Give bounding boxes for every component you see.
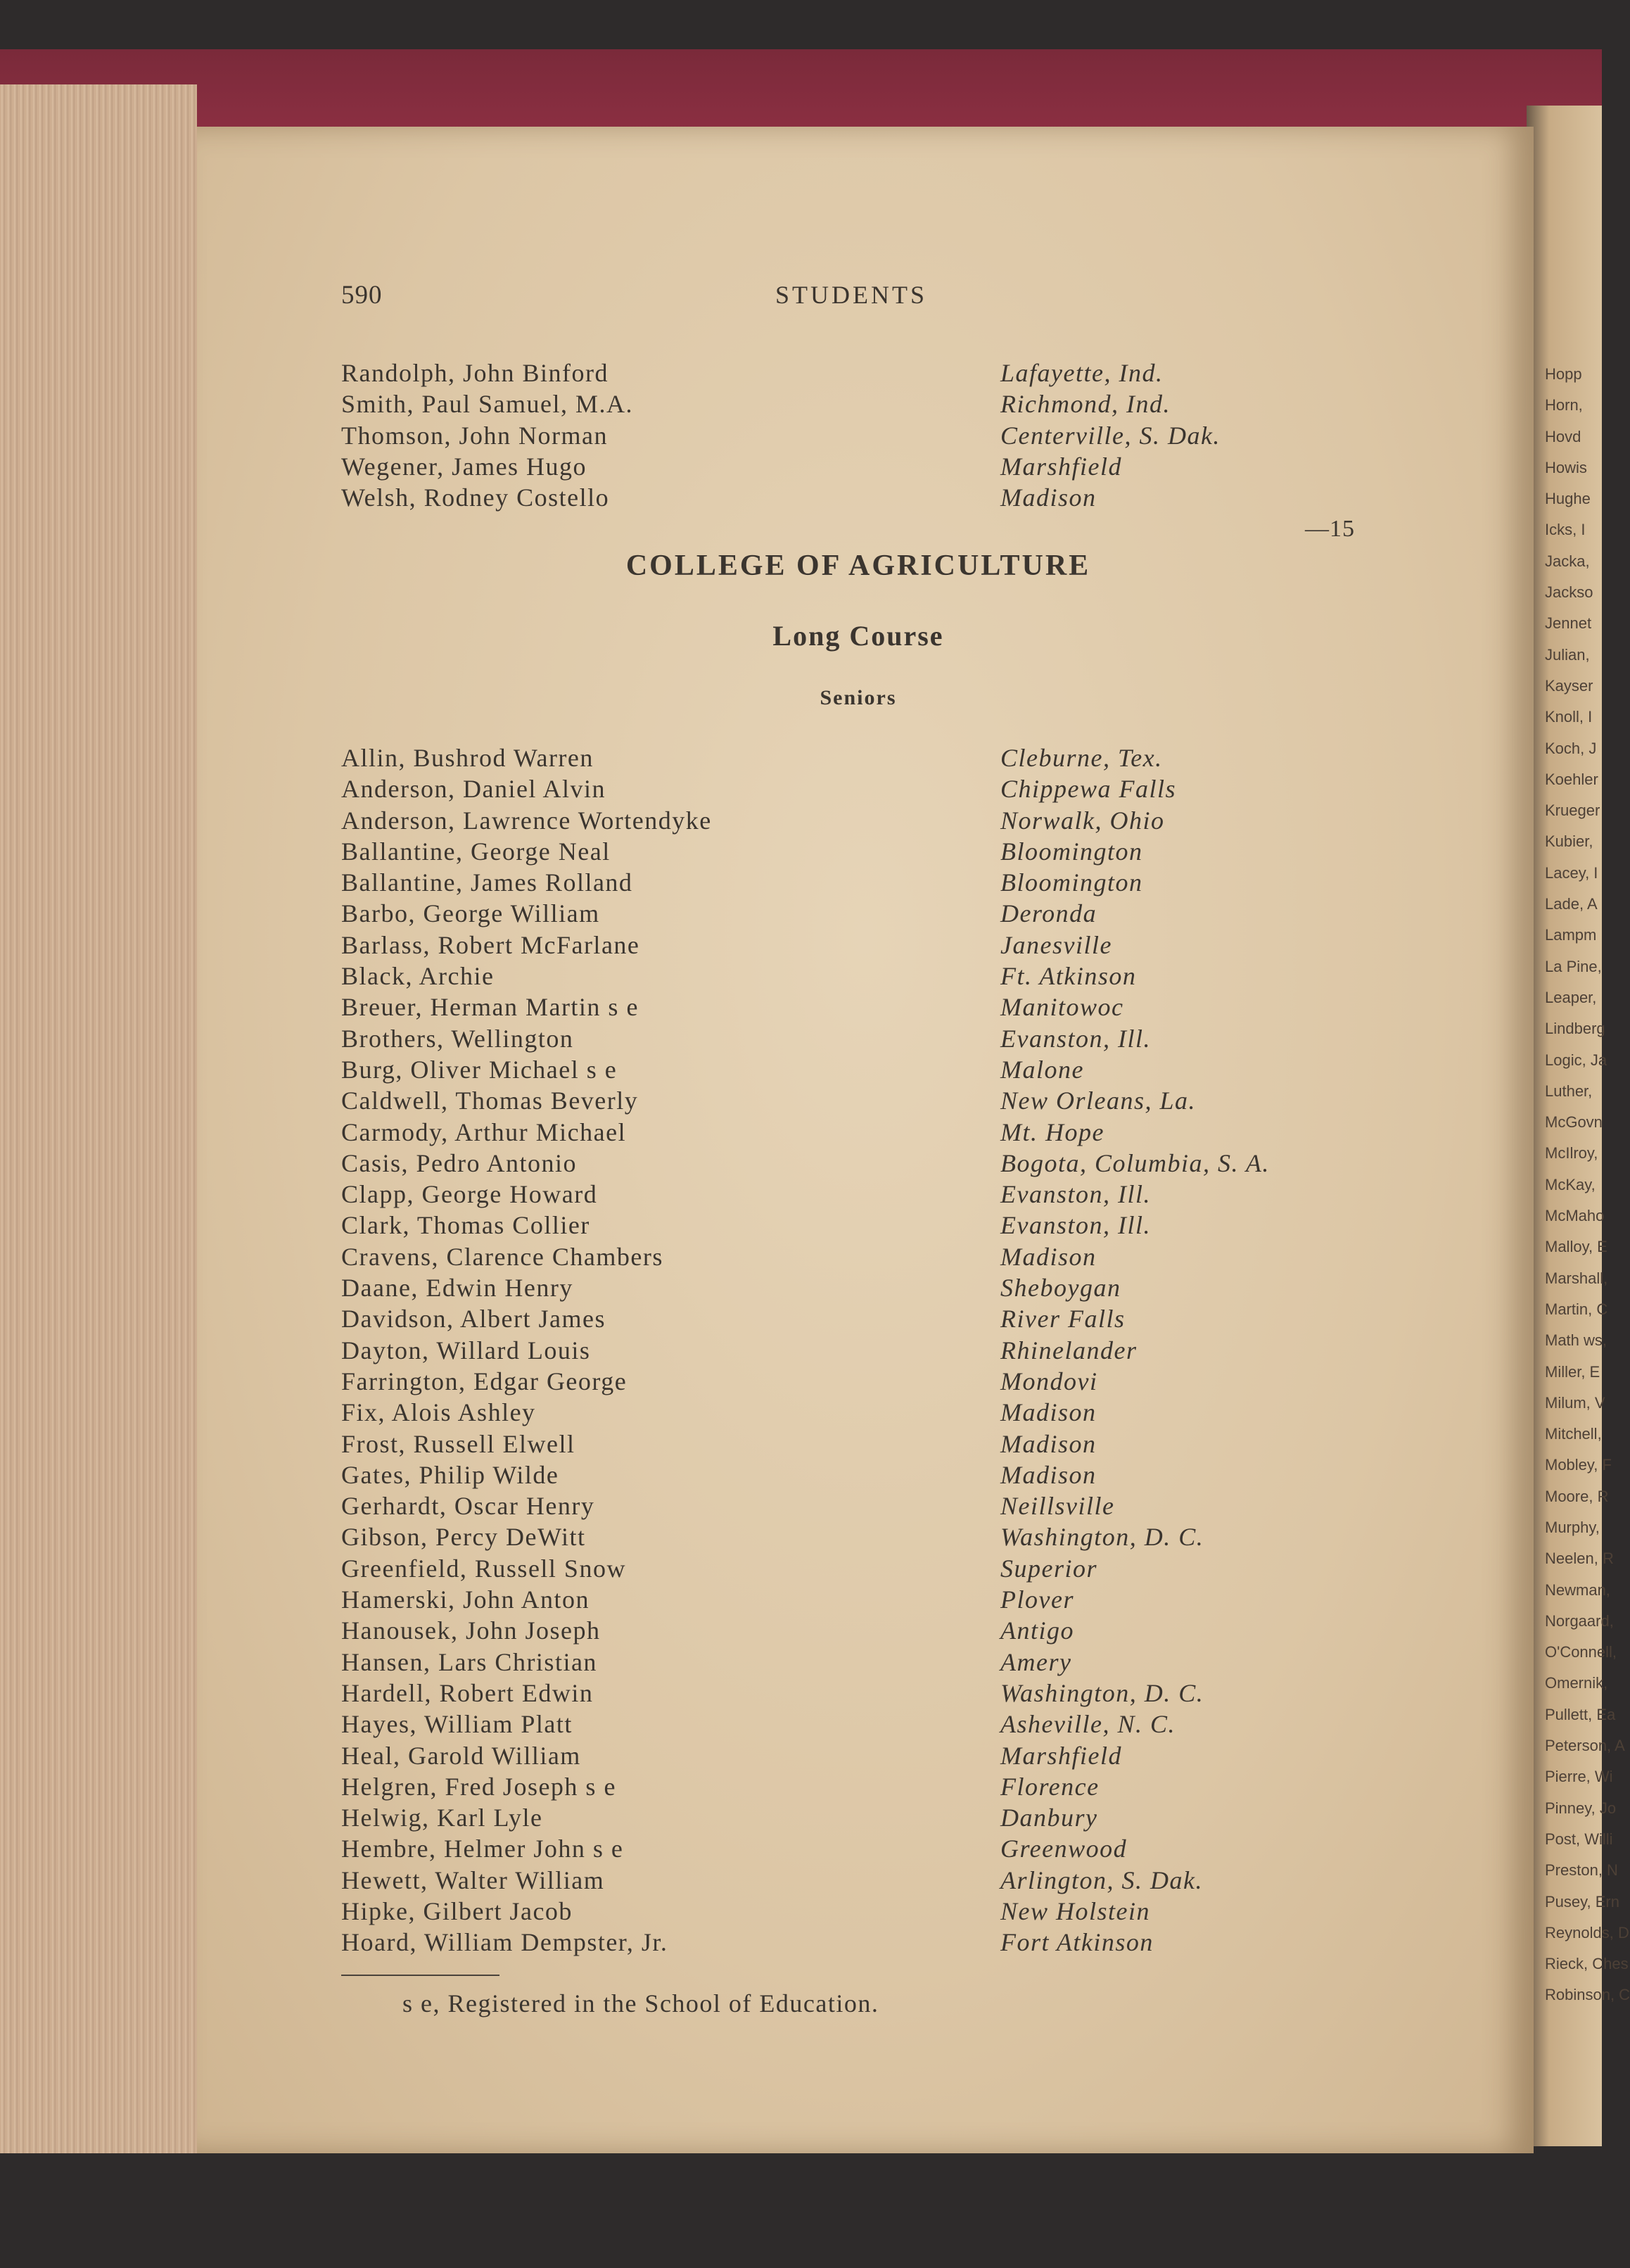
student-name: Dayton, Willard Louis	[341, 1336, 591, 1364]
student-name: Randolph, John Binford	[341, 359, 609, 387]
student-row	[341, 388, 1361, 419]
student-row	[341, 1615, 1361, 1646]
student-row	[341, 836, 1361, 867]
continued-student-list	[341, 357, 1361, 513]
student-row	[341, 1833, 1361, 1864]
facing-page-fragment: Logic, Ja	[1545, 1051, 1607, 1069]
facing-page-fragment: Pierre, Wi	[1545, 1768, 1613, 1786]
student-hometown: Madison	[1000, 1242, 1097, 1271]
facing-page-fragment: Malloy, E	[1545, 1238, 1607, 1256]
student-row	[341, 1241, 1361, 1272]
facing-page-fragment: Kubier,	[1545, 832, 1593, 851]
student-hometown: Evanston, Ill.	[1000, 1024, 1151, 1053]
student-name: Barbo, George William	[341, 899, 600, 928]
student-name: Fix, Alois Ashley	[341, 1398, 536, 1427]
facing-page-fragment: Jennet	[1545, 614, 1592, 633]
student-row	[341, 1490, 1361, 1521]
student-row	[341, 1085, 1361, 1116]
student-name: Farrington, Edgar George	[341, 1367, 628, 1395]
student-hometown: Evanston, Ill.	[1000, 1211, 1151, 1240]
facing-page-fragment: Mobley, F	[1545, 1456, 1612, 1474]
student-name: Frost, Russell Elwell	[341, 1429, 575, 1458]
facing-page-fragment: Koch, J	[1545, 739, 1597, 757]
facing-page-fragment: Newman,	[1545, 1580, 1610, 1599]
facing-page-fragment: Mitchell,	[1545, 1425, 1602, 1443]
student-hometown: Washington, D. C.	[1000, 1523, 1204, 1552]
facing-page-fragment: Krueger	[1545, 802, 1600, 820]
page-edges	[0, 84, 197, 2153]
student-row	[341, 357, 1361, 388]
student-row	[341, 1521, 1361, 1552]
student-row	[341, 1179, 1361, 1210]
student-hometown: Marshfield	[1000, 1741, 1122, 1770]
facing-page-fragment: Kayser	[1545, 676, 1593, 695]
student-name: Thomson, John Norman	[341, 421, 608, 450]
facing-page-fragment: McIlroy,	[1545, 1144, 1598, 1162]
student-row	[341, 1054, 1361, 1085]
student-hometown: Neillsville	[1000, 1492, 1115, 1521]
student-name: Helwig, Karl Lyle	[341, 1804, 543, 1832]
facing-page-fragment: Robinson, C	[1545, 1986, 1630, 2004]
student-name: Clark, Thomas Collier	[341, 1211, 590, 1240]
student-hometown: Richmond, Ind.	[1000, 390, 1171, 419]
footnote-rule	[341, 1975, 499, 1976]
student-row	[341, 1771, 1361, 1802]
student-row	[341, 451, 1361, 482]
facing-page-fragment: McMaho	[1545, 1207, 1605, 1225]
facing-page-fragment: McKay,	[1545, 1175, 1596, 1193]
student-name: Cravens, Clarence Chambers	[341, 1242, 663, 1271]
facing-page-fragment: Rieck, Ches	[1545, 1955, 1629, 1973]
student-name: Carmody, Arthur Michael	[341, 1117, 627, 1146]
student-row	[341, 1459, 1361, 1490]
student-hometown: New Holstein	[1000, 1896, 1150, 1925]
student-row	[341, 1740, 1361, 1771]
student-row	[341, 1927, 1361, 1958]
student-row	[341, 1303, 1361, 1334]
student-hometown: Manitowoc	[1000, 993, 1124, 1022]
facing-page-fragment: O'Connell,	[1545, 1643, 1617, 1661]
page-number: 590	[341, 281, 383, 310]
student-row	[341, 1647, 1361, 1678]
student-name: Breuer, Herman Martin s e	[341, 993, 639, 1022]
student-hometown: Deronda	[1000, 899, 1097, 928]
student-name: Wegener, James Hugo	[341, 452, 587, 481]
facing-page-fragment: Murphy,	[1545, 1518, 1600, 1536]
facing-page-fragment: Hopp	[1545, 365, 1582, 383]
student-hometown: Ft. Atkinson	[1000, 962, 1137, 991]
student-name: Hembre, Helmer John s e	[341, 1835, 624, 1863]
student-row	[341, 1584, 1361, 1615]
facing-page-fragment: Peterson, A	[1545, 1737, 1625, 1755]
running-title: STUDENTS	[775, 281, 927, 309]
student-hometown: Sheboygan	[1000, 1274, 1121, 1303]
facing-page-fragment: Lampm	[1545, 926, 1597, 944]
student-hometown: Bloomington	[1000, 868, 1143, 897]
class-heading: Seniors	[820, 686, 897, 709]
facing-page-fragment: La Pine,	[1545, 957, 1602, 975]
footnote: s e, Registered in the School of Education.	[402, 1989, 879, 2017]
student-row	[341, 1210, 1361, 1241]
student-name: Hansen, Lars Christian	[341, 1647, 597, 1676]
student-row	[341, 992, 1361, 1022]
student-name: Hanousek, John Joseph	[341, 1616, 601, 1645]
student-hometown: Madison	[1000, 1398, 1097, 1427]
student-hometown: Malone	[1000, 1055, 1084, 1084]
facing-page-fragment: Moore, R	[1545, 1487, 1609, 1505]
student-row	[341, 1023, 1361, 1054]
student-name: Ballantine, George Neal	[341, 837, 611, 866]
student-name: Helgren, Fred Joseph s e	[341, 1772, 616, 1801]
facing-page-fragment: Lacey, I	[1545, 863, 1598, 882]
student-name: Caldwell, Thomas Beverly	[341, 1087, 639, 1115]
student-name: Gibson, Percy DeWitt	[341, 1523, 586, 1552]
student-row	[341, 1709, 1361, 1740]
seniors-list	[341, 742, 1361, 1958]
facing-page-fragment: Lindberg	[1545, 1020, 1605, 1038]
student-hometown: Cleburne, Tex.	[1000, 744, 1163, 772]
student-row	[341, 930, 1361, 961]
student-row	[341, 1148, 1361, 1179]
facing-page-fragment: Miller, E	[1545, 1362, 1600, 1381]
student-row	[341, 420, 1361, 451]
student-row	[341, 1272, 1361, 1303]
student-name: Gerhardt, Oscar Henry	[341, 1492, 595, 1521]
student-name: Anderson, Daniel Alvin	[341, 775, 606, 804]
student-name: Brothers, Wellington	[341, 1024, 574, 1053]
student-name: Burg, Oliver Michael s e	[341, 1055, 618, 1084]
student-row	[341, 1865, 1361, 1896]
student-name: Heal, Garold William	[341, 1741, 581, 1770]
student-hometown: Centerville, S. Dak.	[1000, 421, 1221, 450]
student-name: Hoard, William Dempster, Jr.	[341, 1928, 668, 1957]
facing-page-fragment: Martin, C	[1545, 1300, 1608, 1318]
student-hometown: Danbury	[1000, 1804, 1098, 1832]
student-row	[341, 805, 1361, 836]
student-name: Hipke, Gilbert Jacob	[341, 1896, 573, 1925]
student-row	[341, 1117, 1361, 1148]
student-row	[341, 773, 1361, 804]
student-row	[341, 1397, 1361, 1428]
college-heading: COLLEGE OF AGRICULTURE	[625, 550, 1091, 582]
student-hometown: Plover	[1000, 1585, 1074, 1614]
facing-page-fragment: Leaper,	[1545, 988, 1597, 1006]
facing-page-fragment: Omernik,	[1545, 1674, 1608, 1692]
student-name: Welsh, Rodney Costello	[341, 483, 610, 512]
student-hometown: Antigo	[1000, 1616, 1074, 1645]
student-row	[341, 1802, 1361, 1833]
student-name: Hewett, Walter William	[341, 1865, 605, 1894]
facing-page-fragment: Preston, N	[1545, 1861, 1618, 1880]
student-hometown: Mondovi	[1000, 1367, 1098, 1395]
student-hometown: Florence	[1000, 1772, 1100, 1801]
facing-page-fragment: Pullett, Ea	[1545, 1705, 1616, 1723]
facing-page-fragment: Norgaard,	[1545, 1611, 1614, 1630]
student-hometown: Greenwood	[1000, 1835, 1128, 1863]
facing-page-fragment: Luther,	[1545, 1082, 1593, 1100]
student-hometown: Rhinelander	[1000, 1336, 1138, 1364]
student-name: Hardell, Robert Edwin	[341, 1678, 594, 1707]
facing-page-fragment: Pusey, Ern	[1545, 1892, 1619, 1911]
facing-page-fragment: Howis	[1545, 458, 1587, 476]
student-row	[341, 867, 1361, 898]
student-hometown: Madison	[1000, 1460, 1097, 1489]
facing-page-fragment: Milum, V	[1545, 1393, 1605, 1412]
student-name: Clapp, George Howard	[341, 1180, 598, 1209]
facing-page-fragment: Hovd	[1545, 427, 1581, 445]
facing-page-fragment: Post, Willi	[1545, 1830, 1613, 1848]
student-hometown: River Falls	[1000, 1305, 1126, 1333]
facing-page-fragments	[1545, 359, 1629, 2011]
student-name: Smith, Paul Samuel, M.A.	[341, 390, 634, 419]
facing-page-fragment: Jacka,	[1545, 552, 1590, 570]
student-hometown: Mt. Hope	[1000, 1117, 1104, 1146]
facing-page-fragment: Knoll, I	[1545, 708, 1593, 726]
student-hometown: Madison	[1000, 483, 1097, 512]
facing-page-fragment: Neelen, R	[1545, 1550, 1614, 1568]
facing-page-fragment: Icks, I	[1545, 521, 1586, 539]
student-hometown: Washington, D. C.	[1000, 1678, 1204, 1707]
student-hometown: Bloomington	[1000, 837, 1143, 866]
student-hometown: Superior	[1000, 1554, 1097, 1583]
student-name: Hayes, William Platt	[341, 1710, 573, 1739]
facing-page-fragment: Koehler	[1545, 770, 1598, 788]
student-hometown: Bogota, Columbia, S. A.	[1000, 1148, 1270, 1177]
student-hometown: Chippewa Falls	[1000, 775, 1177, 804]
facing-page-fragment: Math ws,	[1545, 1331, 1607, 1350]
student-hometown: Marshfield	[1000, 452, 1122, 481]
student-hometown: Amery	[1000, 1647, 1072, 1676]
facing-page-fragment: McGovn	[1545, 1113, 1603, 1132]
student-name: Davidson, Albert James	[341, 1305, 606, 1333]
student-row	[341, 898, 1361, 929]
student-row	[341, 1896, 1361, 1927]
student-hometown: Fort Atkinson	[1000, 1928, 1154, 1957]
student-name: Casis, Pedro Antonio	[341, 1148, 578, 1177]
facing-page-fragment: Marshall,	[1545, 1269, 1608, 1287]
student-name: Daane, Edwin Henry	[341, 1274, 573, 1303]
student-hometown: New Orleans, La.	[1000, 1087, 1197, 1115]
facing-page	[1527, 106, 1630, 2146]
student-row	[341, 1678, 1361, 1709]
student-hometown: Norwalk, Ohio	[1000, 806, 1165, 835]
student-hometown: Lafayette, Ind.	[1000, 359, 1164, 387]
student-name: Black, Archie	[341, 962, 495, 991]
student-hometown: Asheville, N. C.	[1000, 1710, 1176, 1739]
student-row	[341, 1335, 1361, 1366]
student-name: Allin, Bushrod Warren	[341, 744, 594, 772]
facing-page-fragment: Reynolds, D	[1545, 1923, 1629, 1941]
student-hometown: Arlington, S. Dak.	[1000, 1865, 1203, 1894]
student-name: Barlass, Robert McFarlane	[341, 930, 640, 959]
student-row	[341, 1428, 1361, 1459]
student-hometown: Madison	[1000, 1429, 1097, 1458]
student-row	[341, 961, 1361, 992]
course-heading: Long Course	[772, 620, 944, 652]
section-count: —15	[1305, 516, 1355, 542]
student-hometown: Evanston, Ill.	[1000, 1180, 1151, 1209]
student-name: Hamerski, John Anton	[341, 1585, 590, 1614]
student-name: Greenfield, Russell Snow	[341, 1554, 626, 1583]
facing-page-fragment: Hughe	[1545, 490, 1591, 508]
facing-page-fragment: Pinney, Jo	[1545, 1799, 1617, 1817]
facing-page-fragment: Julian,	[1545, 645, 1590, 664]
student-hometown: Janesville	[1000, 930, 1112, 959]
student-row	[341, 1366, 1361, 1397]
facing-page-fragment: Jackso	[1545, 583, 1593, 602]
student-row	[341, 1553, 1361, 1584]
student-row	[341, 482, 1361, 513]
student-name: Gates, Philip Wilde	[341, 1460, 559, 1489]
facing-page-fragment: Horn,	[1545, 396, 1583, 414]
student-name: Ballantine, James Rolland	[341, 868, 633, 897]
running-head	[341, 280, 1361, 315]
facing-page-fragment: Lade, A	[1545, 895, 1598, 913]
student-row	[341, 742, 1361, 773]
student-name: Anderson, Lawrence Wortendyke	[341, 806, 712, 835]
